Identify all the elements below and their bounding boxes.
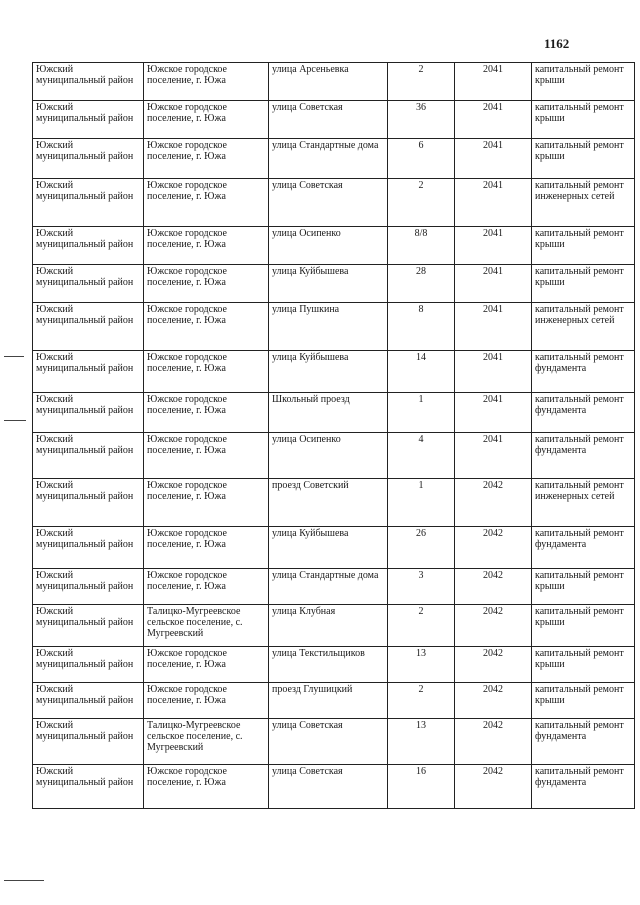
work-type-cell: капитальный ремонт фундамента — [532, 393, 635, 433]
settlement-cell: Южское городское поселение, г. Южа — [144, 351, 269, 393]
table-row — [33, 569, 635, 605]
year-cell: 2041 — [455, 433, 532, 479]
district-cell: Южский муниципальный район — [33, 479, 144, 527]
street-cell: улица Клубная — [269, 605, 388, 647]
street-cell: улица Текстильщиков — [269, 647, 388, 683]
work-type-cell: капитальный ремонт крыши — [532, 605, 635, 647]
district-cell: Южский муниципальный район — [33, 227, 144, 265]
district-cell: Южский муниципальный район — [33, 101, 144, 139]
street-cell: улица Советская — [269, 101, 388, 139]
street-cell: улица Куйбышева — [269, 265, 388, 303]
table-row — [33, 479, 635, 527]
table-row — [33, 393, 635, 433]
street-cell: улица Куйбышева — [269, 527, 388, 569]
district-cell: Южский муниципальный район — [33, 265, 144, 303]
work-type-cell: капитальный ремонт фундамента — [532, 719, 635, 765]
work-type-cell: капитальный ремонт фундамента — [532, 433, 635, 479]
house-number-cell: 4 — [388, 433, 455, 479]
house-number-cell: 3 — [388, 569, 455, 605]
district-cell: Южский муниципальный район — [33, 351, 144, 393]
district-cell: Южский муниципальный район — [33, 683, 144, 719]
settlement-cell: Южское городское поселение, г. Южа — [144, 227, 269, 265]
work-type-cell: капитальный ремонт крыши — [532, 647, 635, 683]
settlement-cell: Талицко-Мугреевское сельское поселение, с. Мугреевский — [144, 719, 269, 765]
table-row — [33, 719, 635, 765]
house-number-cell: 1 — [388, 393, 455, 433]
year-cell: 2041 — [455, 179, 532, 227]
year-cell: 2041 — [455, 139, 532, 179]
house-number-cell: 16 — [388, 765, 455, 809]
district-cell: Южский муниципальный район — [33, 63, 144, 101]
scan-artifact-line — [4, 420, 26, 421]
street-cell: проезд Глушицкий — [269, 683, 388, 719]
work-type-cell: капитальный ремонт фундамента — [532, 765, 635, 809]
work-type-cell: капитальный ремонт крыши — [532, 227, 635, 265]
table-row — [33, 101, 635, 139]
house-number-cell: 2 — [388, 63, 455, 101]
settlement-cell: Южское городское поселение, г. Южа — [144, 179, 269, 227]
house-number-cell: 14 — [388, 351, 455, 393]
district-cell: Южский муниципальный район — [33, 647, 144, 683]
street-cell: улица Советская — [269, 719, 388, 765]
scan-artifact-line — [4, 356, 24, 357]
table-row — [33, 227, 635, 265]
settlement-cell: Южское городское поселение, г. Южа — [144, 139, 269, 179]
table-row — [33, 765, 635, 809]
street-cell: улица Стандартные дома — [269, 569, 388, 605]
street-cell: улица Куйбышева — [269, 351, 388, 393]
table-body — [33, 63, 635, 809]
house-number-cell: 8 — [388, 303, 455, 351]
year-cell: 2042 — [455, 527, 532, 569]
street-cell: улица Советская — [269, 179, 388, 227]
district-cell: Южский муниципальный район — [33, 303, 144, 351]
house-number-cell: 36 — [388, 101, 455, 139]
year-cell: 2041 — [455, 351, 532, 393]
work-type-cell: капитальный ремонт фундамента — [532, 527, 635, 569]
year-cell: 2042 — [455, 719, 532, 765]
work-type-cell: капитальный ремонт фундамента — [532, 351, 635, 393]
year-cell: 2042 — [455, 765, 532, 809]
settlement-cell: Южское городское поселение, г. Южа — [144, 765, 269, 809]
settlement-cell: Южское городское поселение, г. Южа — [144, 683, 269, 719]
district-cell: Южский муниципальный район — [33, 393, 144, 433]
table-row — [33, 265, 635, 303]
settlement-cell: Южское городское поселение, г. Южа — [144, 101, 269, 139]
year-cell: 2042 — [455, 605, 532, 647]
settlement-cell: Южское городское поселение, г. Южа — [144, 433, 269, 479]
work-type-cell: капитальный ремонт крыши — [532, 63, 635, 101]
settlement-cell: Южское городское поселение, г. Южа — [144, 569, 269, 605]
district-cell: Южский муниципальный район — [33, 179, 144, 227]
settlement-cell: Южское городское поселение, г. Южа — [144, 647, 269, 683]
year-cell: 2042 — [455, 683, 532, 719]
district-cell: Южский муниципальный район — [33, 527, 144, 569]
table-row — [33, 303, 635, 351]
street-cell: улица Советская — [269, 765, 388, 809]
table-row — [33, 351, 635, 393]
table-row — [33, 433, 635, 479]
table-row — [33, 179, 635, 227]
settlement-cell: Южское городское поселение, г. Южа — [144, 393, 269, 433]
year-cell: 2041 — [455, 227, 532, 265]
work-type-cell: капитальный ремонт инженерных сетей — [532, 179, 635, 227]
work-type-cell: капитальный ремонт крыши — [532, 569, 635, 605]
work-type-cell: капитальный ремонт крыши — [532, 101, 635, 139]
year-cell: 2042 — [455, 569, 532, 605]
district-cell: Южский муниципальный район — [33, 605, 144, 647]
district-cell: Южский муниципальный район — [33, 765, 144, 809]
year-cell: 2041 — [455, 101, 532, 139]
street-cell: улица Осипенко — [269, 433, 388, 479]
district-cell: Южский муниципальный район — [33, 719, 144, 765]
house-number-cell: 2 — [388, 179, 455, 227]
street-cell: Школьный проезд — [269, 393, 388, 433]
house-number-cell: 2 — [388, 683, 455, 719]
settlement-cell: Южское городское поселение, г. Южа — [144, 527, 269, 569]
settlement-cell: Южское городское поселение, г. Южа — [144, 479, 269, 527]
settlement-cell: Южское городское поселение, г. Южа — [144, 63, 269, 101]
district-cell: Южский муниципальный район — [33, 569, 144, 605]
house-number-cell: 13 — [388, 719, 455, 765]
table-row — [33, 605, 635, 647]
house-number-cell: 1 — [388, 479, 455, 527]
street-cell: улица Пушкина — [269, 303, 388, 351]
year-cell: 2041 — [455, 63, 532, 101]
settlement-cell: Талицко-Мугреевское сельское поселение, с. Мугреевский — [144, 605, 269, 647]
settlement-cell: Южское городское поселение, г. Южа — [144, 303, 269, 351]
work-type-cell: капитальный ремонт крыши — [532, 683, 635, 719]
work-type-cell: капитальный ремонт инженерных сетей — [532, 479, 635, 527]
work-type-cell: капитальный ремонт крыши — [532, 139, 635, 179]
year-cell: 2041 — [455, 393, 532, 433]
year-cell: 2041 — [455, 303, 532, 351]
table-row — [33, 647, 635, 683]
repair-schedule-table — [32, 62, 635, 809]
district-cell: Южский муниципальный район — [33, 433, 144, 479]
street-cell: проезд Советский — [269, 479, 388, 527]
year-cell: 2041 — [455, 265, 532, 303]
settlement-cell: Южское городское поселение, г. Южа — [144, 265, 269, 303]
table-row — [33, 527, 635, 569]
district-cell: Южский муниципальный район — [33, 139, 144, 179]
house-number-cell: 26 — [388, 527, 455, 569]
street-cell: улица Стандартные дома — [269, 139, 388, 179]
table-row — [33, 63, 635, 101]
work-type-cell: капитальный ремонт инженерных сетей — [532, 303, 635, 351]
house-number-cell: 8/8 — [388, 227, 455, 265]
year-cell: 2042 — [455, 479, 532, 527]
house-number-cell: 13 — [388, 647, 455, 683]
street-cell: улица Арсеньевка — [269, 63, 388, 101]
house-number-cell: 2 — [388, 605, 455, 647]
page-number: 1162 — [544, 36, 570, 51]
table-row — [33, 139, 635, 179]
house-number-cell: 6 — [388, 139, 455, 179]
street-cell: улица Осипенко — [269, 227, 388, 265]
scan-artifact-line — [4, 880, 44, 881]
house-number-cell: 28 — [388, 265, 455, 303]
table-row — [33, 683, 635, 719]
year-cell: 2042 — [455, 647, 532, 683]
work-type-cell: капитальный ремонт крыши — [532, 265, 635, 303]
